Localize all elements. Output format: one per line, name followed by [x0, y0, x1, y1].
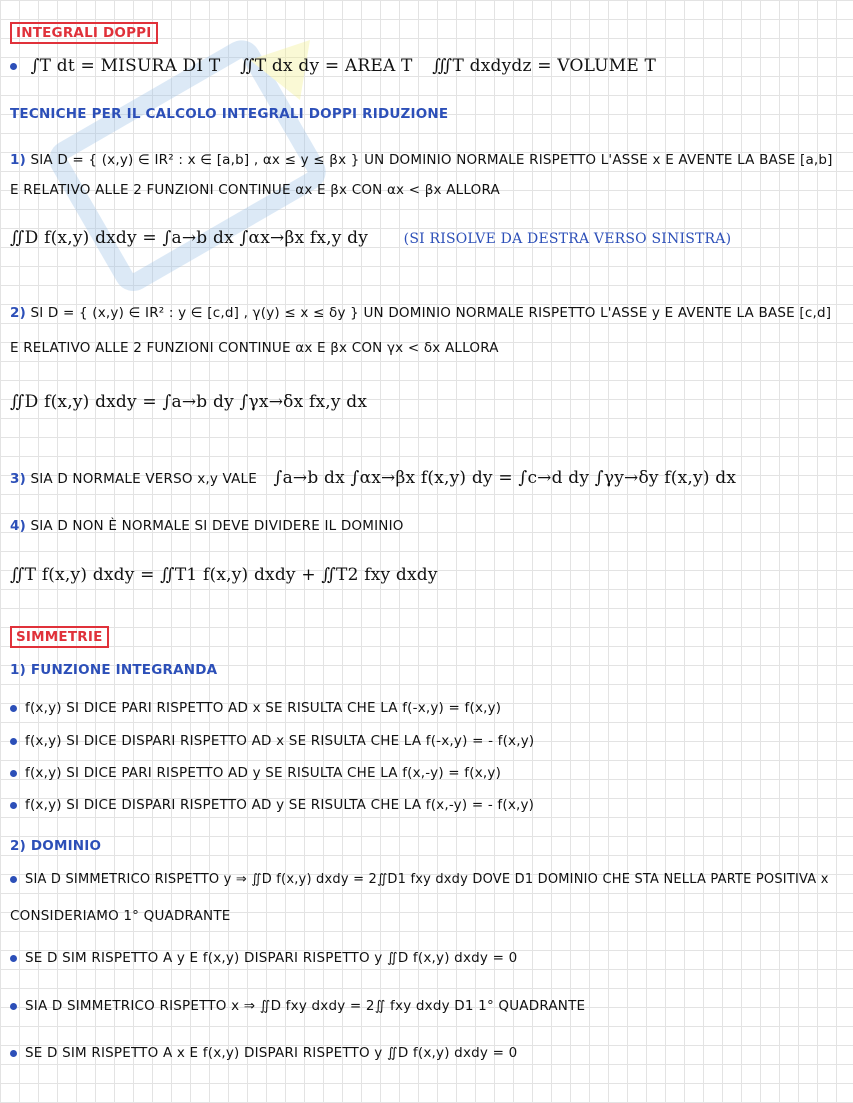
bullet-icon: [10, 1050, 17, 1057]
bullet-icon: [10, 63, 17, 70]
funzione-item: f(x,y) SI DICE DISPARI RISPETTO AD x SE RISULTA CHE LA f(-x,y) = - f(x,y): [10, 733, 534, 749]
p1-line2: E RELATIVO ALLE 2 FUNZIONI CONTINUE αx E βx CON αx < βx ALLORA: [10, 182, 500, 198]
bullet-icon: [10, 770, 17, 777]
title-integrali: INTEGRALI DOPPI: [10, 22, 158, 44]
dominio-heading: 2) DOMINIO: [10, 838, 102, 854]
dominio-d4: SE D SIM RISPETTO A x E f(x,y) DISPARI RISPETTO y ∬D f(x,y) dxdy = 0: [10, 1045, 517, 1061]
dominio-d3: SIA D SIMMETRICO RISPETTO x ⇒ ∬D fxy dxdy = 2∬ fxy dxdy D1 1° QUADRANTE: [10, 998, 585, 1014]
bullet-icon: [10, 738, 17, 745]
title-simmetrie: SIMMETRIE: [10, 626, 109, 648]
p3-formula: ∫a→b dx ∫αx→βx f(x,y) dy = ∫c→d dy ∫γy→δy f(x,y) dx: [273, 468, 737, 488]
measure-1: ∫T dt = MISURA DI T: [30, 56, 221, 76]
p4-line: 4) SIA D NON È NORMALE SI DEVE DIVIDERE IL DOMINIO: [10, 518, 404, 534]
funzione-item: f(x,y) SI DICE PARI RISPETTO AD y SE RISULTA CHE LA f(x,-y) = f(x,y): [10, 765, 501, 781]
p2-formula: ∬D f(x,y) dxdy = ∫a→b dy ∫γx→δx fx,y dx: [10, 392, 368, 412]
tecniche-heading: TECNICHE PER IL CALCOLO INTEGRALI DOPPI RIDUZIONE: [10, 106, 449, 122]
bullet-icon: [10, 955, 17, 962]
funzione-item: f(x,y) SI DICE DISPARI RISPETTO AD y SE RISULTA CHE LA f(x,-y) = - f(x,y): [10, 797, 534, 813]
p1-line1: 1) SIA D = { (x,y) ∈ IR² : x ∈ [a,b] , αx ≤ y ≤ βx } UN DOMINIO NORMALE RISPETTO L'ASSE x E AVENTE LA BASE [a,b]: [10, 152, 833, 168]
p4-formula: ∬T f(x,y) dxdy = ∬T1 f(x,y) dxdy + ∬T2 fxy dxdy: [10, 565, 438, 585]
measures-row: [10, 56, 670, 76]
p3-line: 3) SIA D NORMALE VERSO x,y VALE ∫a→b dx ∫αx→βx f(x,y) dy = ∫c→d dy ∫γy→δy f(x,y) dx: [10, 468, 737, 488]
bullet-icon: [10, 1003, 17, 1010]
funzione-heading: 1) FUNZIONE INTEGRANDA: [10, 662, 218, 678]
bullet-icon: [10, 705, 17, 712]
funzione-item: f(x,y) SI DICE PARI RISPETTO AD x SE RISULTA CHE LA f(-x,y) = f(x,y): [10, 700, 501, 716]
p2-line1: 2) SI D = { (x,y) ∈ IR² : y ∈ [c,d] , γ(y) ≤ x ≤ δy } UN DOMINIO NORMALE RISPETTO L'ASSE y E AVENTE LA BASE [c,d]: [10, 305, 832, 321]
bullet-icon: [10, 802, 17, 809]
dominio-d1: SIA D SIMMETRICO RISPETTO y ⇒ ∬D f(x,y) dxdy = 2∬D1 fxy dxdy DOVE D1 DOMINIO CHE STA NELLA PARTE POSITIVA x: [10, 872, 829, 887]
p1-note: (SI RISOLVE DA DESTRA VERSO SINISTRA): [403, 231, 732, 247]
measure-2: ∬T dx dy = AREA T: [240, 56, 413, 76]
p2-line2: E RELATIVO ALLE 2 FUNZIONI CONTINUE αx E βx CON γx < δx ALLORA: [10, 340, 499, 356]
p1-formula: ∬D f(x,y) dxdy = ∫a→b dx ∫αx→βx fx,y dy (SI RISOLVE DA DESTRA VERSO SINISTRA): [10, 228, 732, 248]
dominio-d1b: CONSIDERIAMO 1° QUADRANTE: [10, 908, 231, 924]
dominio-d2: SE D SIM RISPETTO A y E f(x,y) DISPARI RISPETTO y ∬D f(x,y) dxdy = 0: [10, 950, 517, 966]
bullet-icon: [10, 876, 17, 883]
measure-3: ∭T dxdydz = VOLUME T: [432, 56, 657, 76]
